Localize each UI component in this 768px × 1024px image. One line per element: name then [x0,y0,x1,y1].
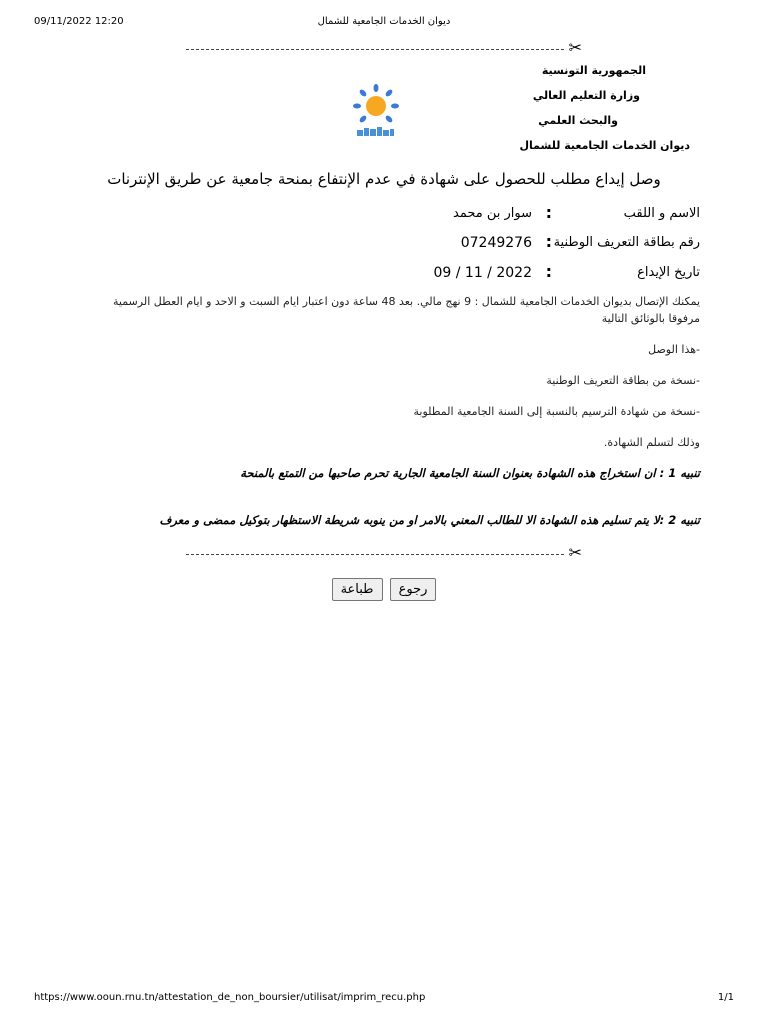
cut-line-bottom [186,543,582,562]
institution-line-research: والبحث العلمي [538,114,618,127]
print-button[interactable]: طباعة [332,578,383,601]
action-buttons [0,578,768,601]
field-date-value: 2022 / 11 / 09 [433,265,532,281]
institution-block [468,64,690,164]
print-page-number: 1/1 [717,992,734,1003]
field-name-colon: : [545,203,552,222]
print-header [34,16,734,30]
warning-2: تنبيه 2 :لا يتم تسليم هذه الشهادة الا للطالب المعني بالامر او من ينوبه شريطة الاستظهار بتوكيل ممضى و معرف [159,513,700,527]
warning-1: تنبيه 1 : ان استخراج هذه الشهادة بعنوان السنة الجامعية الجارية تحرم صاحبها من التمتع بالمنحة [240,466,700,480]
intro-paragraph: يمكنك الإتصال بديوان الخدمات الجامعية للشمال : 9 نهج مالي. بعد 48 ساعة دون اعتبار ايام السبت و الاحد و ايام العطل الرسمية مرفوقا بالوثائق التالية [112,295,700,325]
field-date-colon: : [545,262,552,281]
field-cin-colon: : [545,232,552,251]
page-title: وصل إيداع مطلب للحصول على شهادة في عدم الإنتفاع بمنحة جامعية عن طريق الإنترنات [107,170,661,188]
back-button[interactable]: رجوع [390,578,437,601]
oouns-sun-logo-icon [345,82,407,142]
doc-item-id-card: -نسخة من بطاقة التعريف الوطنية [546,374,700,387]
scissors-icon: ✂ [568,38,582,57]
field-cin-value: 07249276 [460,235,532,251]
print-url: https://www.ooun.rnu.tn/attestation_de_non_boursier/utilisat/imprim_recu.php [34,992,426,1003]
field-name [380,203,700,226]
dashed-divider [186,554,564,555]
scissors-icon: ✂ [568,543,582,562]
cut-line-top [186,38,582,57]
field-date-label: تاريخ الإيداع [637,265,700,280]
print-datetime: 09/11/2022 12:20 [34,16,124,27]
institution-line-ministry: وزارة التعليم العالي [532,89,640,102]
print-page-title: ديوان الخدمات الجامعية للشمال [317,16,451,27]
dashed-divider [186,49,564,50]
field-cin [380,232,700,255]
doc-item-receipt: -هذا الوصل [648,343,700,356]
doc-item-enrollment: -نسخة من شهادة الترسيم بالنسبة إلى السنة الجامعية المطلوبة [413,405,700,418]
field-cin-label: رقم بطاقة التعريف الوطنية [553,235,700,250]
institution-line-republic: الجمهورية التونسية [541,64,646,77]
institution-line-office: ديوان الخدمات الجامعية للشمال [519,139,690,152]
field-name-label: الاسم و اللقب [623,206,700,221]
print-footer [34,992,734,1006]
field-name-value: سوار بن محمد [453,206,532,221]
closing-text: وذلك لتسلم الشهادة. [603,436,700,449]
field-date [380,262,700,285]
